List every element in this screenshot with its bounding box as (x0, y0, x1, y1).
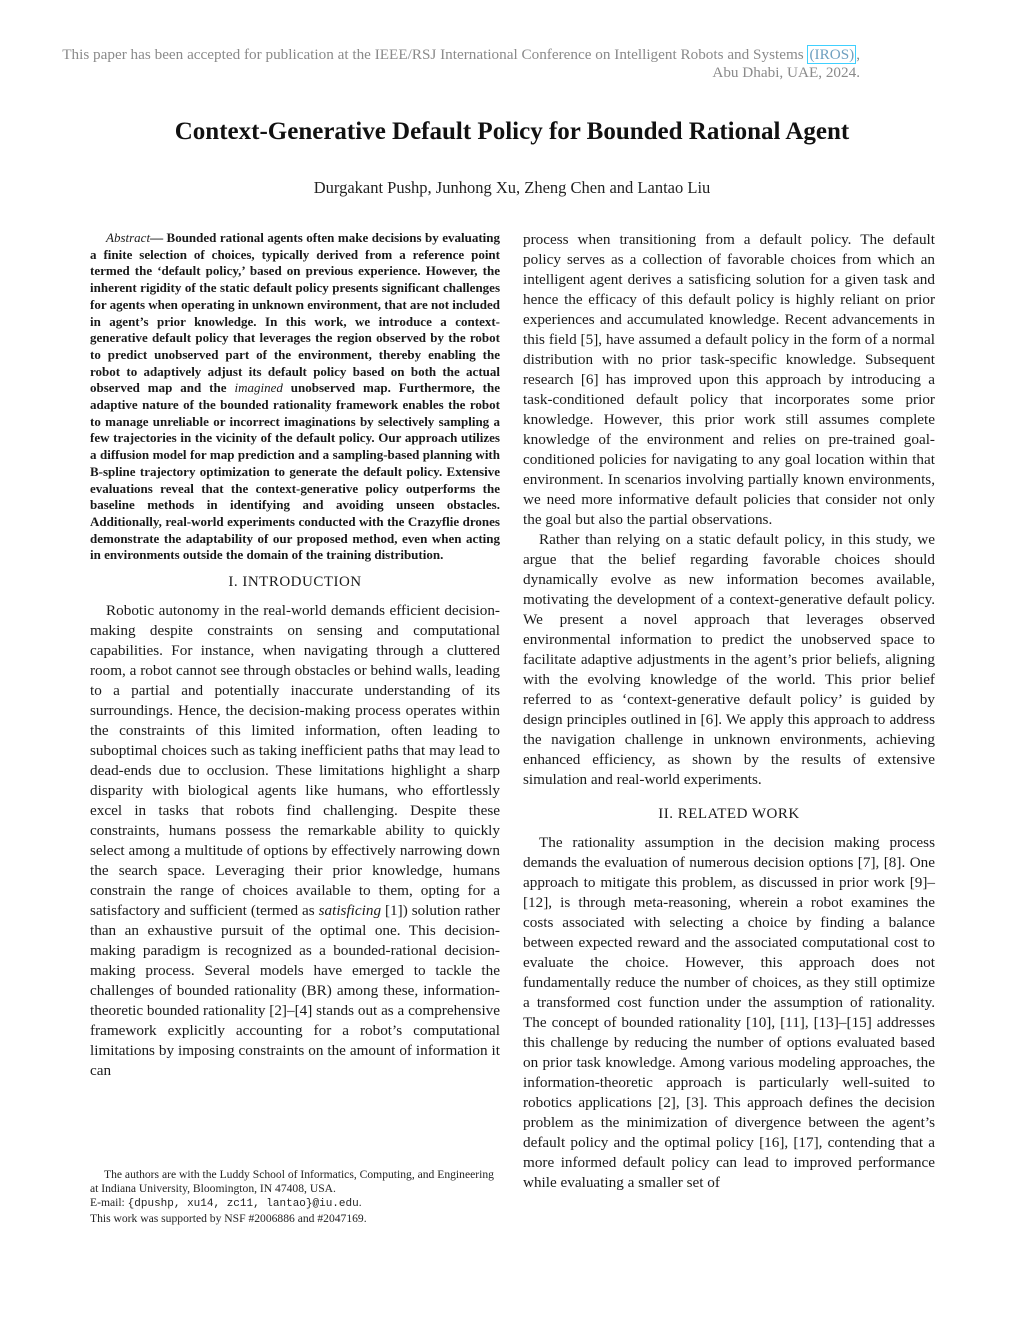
intro-paragraph-continued: process when transitioning from a default policy. The default policy serves as a collection of favorable choices from which an intelligent agent derives a satisficing solution for a given task and hence the efficacy of this default policy is highly reliant on prior experiences and accumulated knowledge. Recent advancements in this field [5], have assumed a default policy in the form of a normal distribution with no prior task-specific knowledge. Subsequent research [6] has improved upon this approach by introducing a task-conditioned default policy that incorporates some prior knowledge. However, this prior work still assumes complete knowledge of the environment and relies on pre-trained goal-conditioned policies for navigating to any goal location within that environment. In scenarios involving partially known environments, we need more informative default policies that consider not only the goal but also the partial observations. (523, 231, 935, 528)
abstract (90, 230, 500, 564)
section-heading-introduction: I. INTRODUCTION (228, 574, 362, 591)
right-column (523, 230, 935, 1193)
footnote-affiliation: The authors are with the Luddy School of Informatics, Computing, and Engineering at Indiana University, Bloomington, IN 47408, USA. (90, 1168, 494, 1196)
intro-text-cont: [1]) solution rather than an exhaustive pursuit of the optimal one. This decision-making paradigm is recognized as a bounded-rational decision-making process. Several models have emerged to tackle the challenges of bounded rationality (BR) among these, information-theoretic bounded rationality [2]–[4] stands out as a comprehensive framework explicitly accounting for a robot’s computational limitations by imposing constraints on the amount of information it can (90, 902, 501, 1080)
left-column (90, 230, 500, 1081)
intro-paragraph (90, 601, 500, 1081)
notice-text: This paper has been accepted for publication at the IEEE/RSJ International Conference on Intelligent Robots and Systems (62, 46, 808, 63)
footnote (90, 1168, 500, 1226)
paper-title: Context-Generative Default Policy for Bounded Rational Agent (174, 118, 850, 145)
email-end: . (358, 1196, 362, 1210)
email-label: E-mail: (90, 1196, 128, 1210)
author-list: Durgakant Pushp, Junhong Xu, Zheng Chen and Lantao Liu (313, 178, 711, 197)
related-paragraph: The rationality assumption in the decision making process demands the evaluation of numerous decision options [7], [8]. One approach to mitigate this problem, as discussed in prior work [9]–[12], is through meta-reasoning, wherein a robot examines the costs associated with selecting a choice by finding a balance between expected reward and the associated computational cost to evaluate the choice. However, this approach does not fundamentally reduce the number of choices, as they still optimize a transformed cost function under the assumption of rationality. The concept of bounded rationality [10], [11], [13]–[15] addresses this challenge by reducing the number of options evaluated based on prior task knowledge. Among various modeling approaches, the information-theoretic approach is particularly well-suited to robotics applications [2], [3]. This approach defines the decision problem as the minimization of divergence between the agent’s default policy and the optimal policy [16], [17], contending that a more informed default policy can lead to improved performance while evaluating a smaller set of (523, 834, 935, 1191)
intro-text: Robotic autonomy in the real-world demands efficient decision-making despite constraints on sensing and computational capabilities. For instance, when navigating through a cluttered room, a robot cannot see through obstacles or behind walls, leading to a partial and potentially inaccurate understanding of its surroundings. Hence, the decision-making process operates within the constraints of this limited information, often leading to suboptimal choices such as taking inefficient paths that may lead to dead-ends due to occlusion. These limitations highlight a sharp disparity with biological agents like humans, who effortlessly excel in tasks that robots find challenging. Despite these constraints, humans possess the remarkable ability to quickly select among a multitude of options by effectively narrowing down the search space. Leveraging their prior knowledge, humans constrain the range of choices available to them, opting for a satisfactory and sufficient (termed as (90, 602, 500, 920)
abstract-label: Abstract (106, 230, 151, 245)
footnote-support: This work was supported by NSF #2006886 and #2047169. (90, 1211, 367, 1225)
abstract-text-cont: unobserved map. Furthermore, the adaptive nature of the bounded rationality framework enables the robot to manage unreliable or incorrect imaginations by selectively sampling a few trajectories in the vicinity of the default policy. Our approach utilizes a diffusion model for map prediction and a sampling-based planning with B-spline trajectory optimization to generate the default policy. Extensive evaluations reveal that the context-generative policy outperforms the baseline methods in identifying and avoiding unseen obstacles. Additionally, real-world experiments conducted with the Crazyflie drones demonstrate the adaptability of our proposed method, even when acting in environments outside the domain of the training distribution. (90, 380, 500, 563)
footnote-email (90, 1196, 500, 1211)
arxiv-stamp (4, 350, 84, 950)
abstract-text: — Bounded rational agents often make decisions by evaluating a finite selection of choices, typically derived from a reference point termed the ‘default policy,’ based on previous experience. However, the inherent rigidity of the static default policy presents significant challenges for agents when operating in unknown environment, that are not included in agent’s prior knowledge. In this work, we introduce a context-generative default policy that leverages the region observed by the robot to predict unobserved part of the environment, thereby enabling the robot to adaptively adjust its default policy based on both the actual observed map and the (90, 230, 500, 396)
notice-text-end: , Abu Dhabi, UAE, 2024. (712, 46, 860, 81)
intro-paragraph-2: Rather than relying on a static default policy, in this study, we argue that the belief regarding favorable choices should dynamically evolve as new information becomes available, motivating the development of a context-generative default policy. We present a novel approach that leverages observed environmental information to predict the unobserved space to facilitate adaptive adjustments in the agent’s prior beliefs, aligning with the evolving knowledge of the world. This prior belief referred to as ‘context-generative default policy’ is guided by design principles outlined in [6]. We apply this approach to address the navigation challenge in unknown environments, achieving enhanced efficiency, as shown by the results of extensive simulation and real-world experiments. (523, 531, 935, 788)
email-address[interactable]: {dpushp, xu14, zc11, lantao}@iu.edu (127, 1198, 359, 1211)
iros-link[interactable]: (IROS) (809, 46, 855, 63)
section-heading-related-work: II. RELATED WORK (658, 806, 800, 822)
publication-notice (60, 46, 860, 82)
abstract-italic: imagined (234, 380, 283, 396)
intro-italic: satisficing (318, 902, 382, 920)
